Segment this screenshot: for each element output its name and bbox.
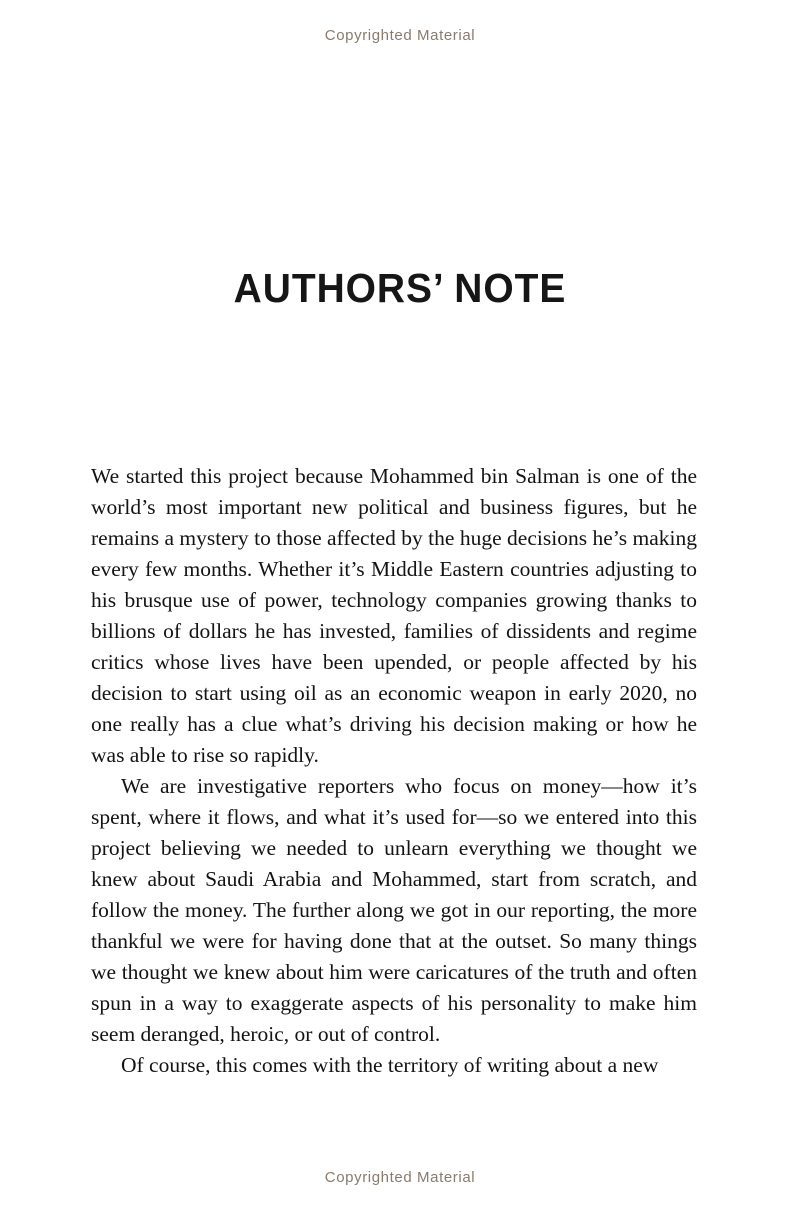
chapter-title: AUTHORS’ NOTE xyxy=(233,265,567,311)
paragraph-1: We started this project because Mohammed bin Salman is one of the world’s most important new political and business figures, but he remains a mystery to those affected by the huge decisions he’s making every few months. Whether it’s Middle Eastern countries adjusting to his brusque use of power, technology companies growing thanks to billions of dollars he has invested, families of dissidents and regime critics whose lives have been upended, or people affected by his decision to start using oil as an economic weapon in early 2020, no one really has a clue what’s driving his decision making or how he was able to rise so rapidly. xyxy=(91,464,697,767)
copyright-notice-bottom: Copyrighted Material xyxy=(324,1169,476,1186)
body-text xyxy=(91,461,697,1081)
paragraph-3: Of course, this comes with the territory of writing about a new xyxy=(121,1053,659,1077)
copyright-notice-top: Copyrighted Material xyxy=(324,27,476,44)
paragraph-2: We are investigative reporters who focus on money—how it’s spent, where it flows, and what it’s used for—so we entered into this project believing we needed to unlearn everything we thought we knew about Saudi Arabia and Mohammed, start from scratch, and follow the money. The further along we got in our reporting, the more thankful we were for having done that at the outset. So many things we thought we knew about him were caricatures of the truth and often spun in a way to exaggerate aspects of his personality to make him seem deranged, heroic, or out of control. xyxy=(91,774,697,1046)
